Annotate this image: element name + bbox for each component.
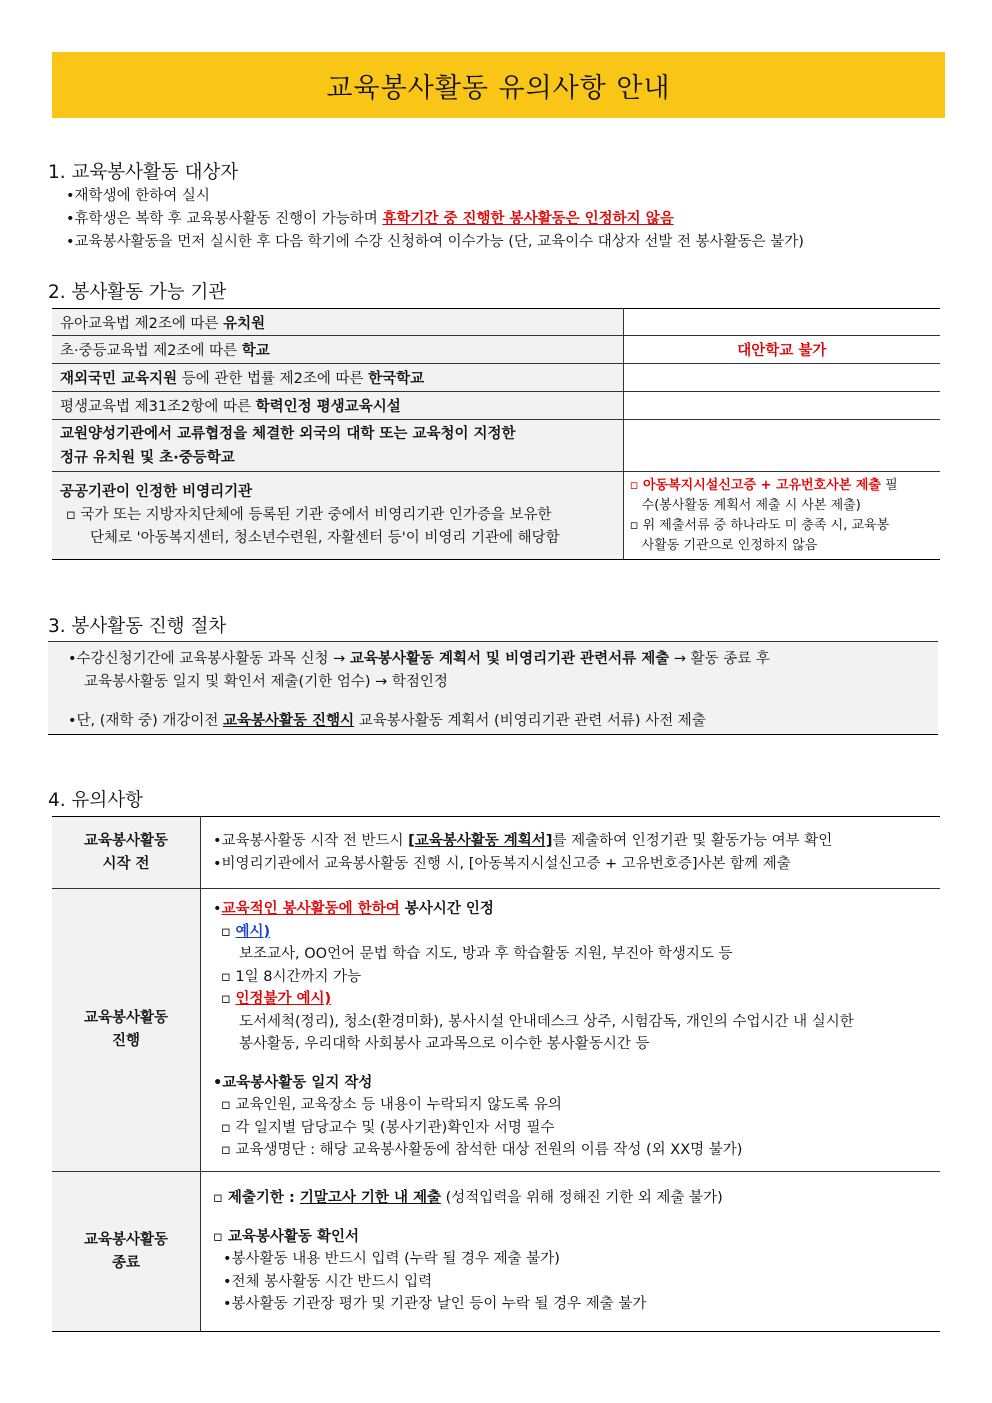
institution-cell: 초·중등교육법 제2조에 따른 학교	[52, 336, 623, 364]
institution-cell: 유아교육법 제2조에 따른 유치원	[52, 309, 623, 336]
institution-cell: 교원양성기관에서 교류협정을 체결한 외국의 대학 또는 교육청이 지정한 정규 유치원 및 초·중등학교	[52, 420, 623, 472]
table-row	[52, 1172, 940, 1332]
row-content: •교육봉사활동 시작 전 반드시 [교육봉사활동 계획서]를 제출하여 인정기관 및 활동가능 여부 확인 •비영리기관에서 교육봉사활동 진행 시, [아동복지시설신고증 + 고유번호증]사본 함께 제출	[201, 817, 941, 889]
note-cell	[623, 392, 940, 420]
section-4-heading: 4. 유의사항	[48, 790, 144, 811]
table-row	[52, 472, 940, 560]
row-content: ▫ 제출기한 : 기말고사 기한 내 제출 (성적입력을 위해 정해진 기한 외 제출 불가) ▫ 교육봉사활동 확인서 •봉사활동 내용 반드시 입력 (누락 될 경우 제출 불가) •전체 봉사활동 시간 반드시 입력 •봉사활동 기관장 평가 및 기관장 날인 등이 누락 될 경우 제출 불가	[201, 1172, 941, 1332]
procedure-line-3: •단, (재학 중) 개강이전 교육봉사활동 진행시 교육봉사활동 계획서 (비영리기관 관련 서류) 사전 제출	[68, 713, 706, 729]
table-row	[52, 336, 940, 364]
institution-cell: 평생교육법 제31조2항에 따른 학력인정 평생교육시설	[52, 392, 623, 420]
table-row	[52, 817, 940, 889]
procedure-line-1: •수강신청기간에 교육봉사활동 과목 신청 → 교육봉사활동 계획서 및 비영리기관 관련서류 제출 → 활동 종료 후	[68, 651, 770, 667]
notes-table	[52, 816, 940, 1332]
institution-table	[52, 308, 940, 560]
procedure-box	[48, 641, 938, 735]
table-row	[52, 364, 940, 392]
sec1-bullet-1: •재학생에 한하여 실시	[66, 188, 210, 204]
note-cell	[623, 364, 940, 392]
table-row	[52, 392, 940, 420]
table-row	[52, 420, 940, 472]
section-3-heading: 3. 봉사활동 진행 절차	[48, 616, 227, 637]
row-content: •교육적인 봉사활동에 한하여 봉사시간 인정 ▫ 예시) 보조교사, OO언어 문법 학습 지도, 방과 후 학습활동 지원, 부진아 학생지도 등 ▫ 1일 8시간까지 가능 ▫ 인정불가 예시) 도서세척(정리), 청소(환경미화), 봉사시설 안내데스크 상주, 시험감독, 개인의 수업시간 내 실시한 봉사활동, 우리대학 사회봉사 교과목으로 이수한 봉사활동시간 등 •교육봉사활동 일지 작성 ▫ 교육인원, 교육장소 등 내용이 누락되지 않도록 유의 ▫ 각 일지별 담당교수 및 (봉사기관)확인자 서명 필수 ▫ 교육생명단 : 해당 교육봉사활동에 참석한 대상 전원의 이름 작성 (외 XX명 불가)	[201, 889, 941, 1172]
note-cell: ▫ 아동복지시설신고증 + 고유번호사본 제출 필 수(봉사활동 계획서 제출 시 사본 제출) ▫ 위 제출서류 중 하나라도 미 충족 시, 교육봉 사활동 기관으로 인정하지 않음	[623, 472, 940, 560]
section-2-heading: 2. 봉사활동 가능 기관	[48, 282, 227, 303]
sec1-bullet-2	[66, 207, 674, 228]
row-header: 교육봉사활동 진행	[52, 889, 201, 1172]
sec1-bullet-2-text: •휴학생은 복학 후 교육봉사활동 진행이 가능하며	[66, 211, 383, 227]
row-header: 교육봉사활동 시작 전	[52, 817, 201, 889]
sec1-bullet-3: •교육봉사활동을 먼저 실시한 후 다음 학기에 수강 신청하여 이수가능 (단, 교육이수 대상자 선발 전 봉사활동은 불가)	[66, 234, 804, 250]
table-row	[52, 889, 940, 1172]
institution-cell: 재외국민 교육지원 등에 관한 법률 제2조에 따른 한국학교	[52, 364, 623, 392]
institution-cell: 공공기관이 인정한 비영리기관 ▫ 국가 또는 지방자치단체에 등록된 기관 중에서 비영리기관 인가증을 보유한 단체로 '아동복지센터, 청소년수련원, 자활센터 등'이 비영리 기관에 해당함	[52, 472, 623, 560]
page-title: 교육봉사활동 유의사항 안내	[326, 72, 671, 104]
section-1-heading: 1. 교육봉사활동 대상자	[48, 162, 239, 183]
note-cell	[623, 309, 940, 336]
sec1-bullet-2-highlight: 휴학기간 중 진행한 봉사활동은 인정하지 않음	[382, 211, 674, 227]
note-cell: 대안학교 불가	[623, 336, 940, 364]
table-row	[52, 309, 940, 336]
note-cell	[623, 420, 940, 472]
row-header: 교육봉사활동 종료	[52, 1172, 201, 1332]
procedure-line-2: 교육봉사활동 일지 및 확인서 제출(기한 엄수) → 학점인정	[84, 674, 448, 690]
title-banner	[52, 52, 945, 118]
